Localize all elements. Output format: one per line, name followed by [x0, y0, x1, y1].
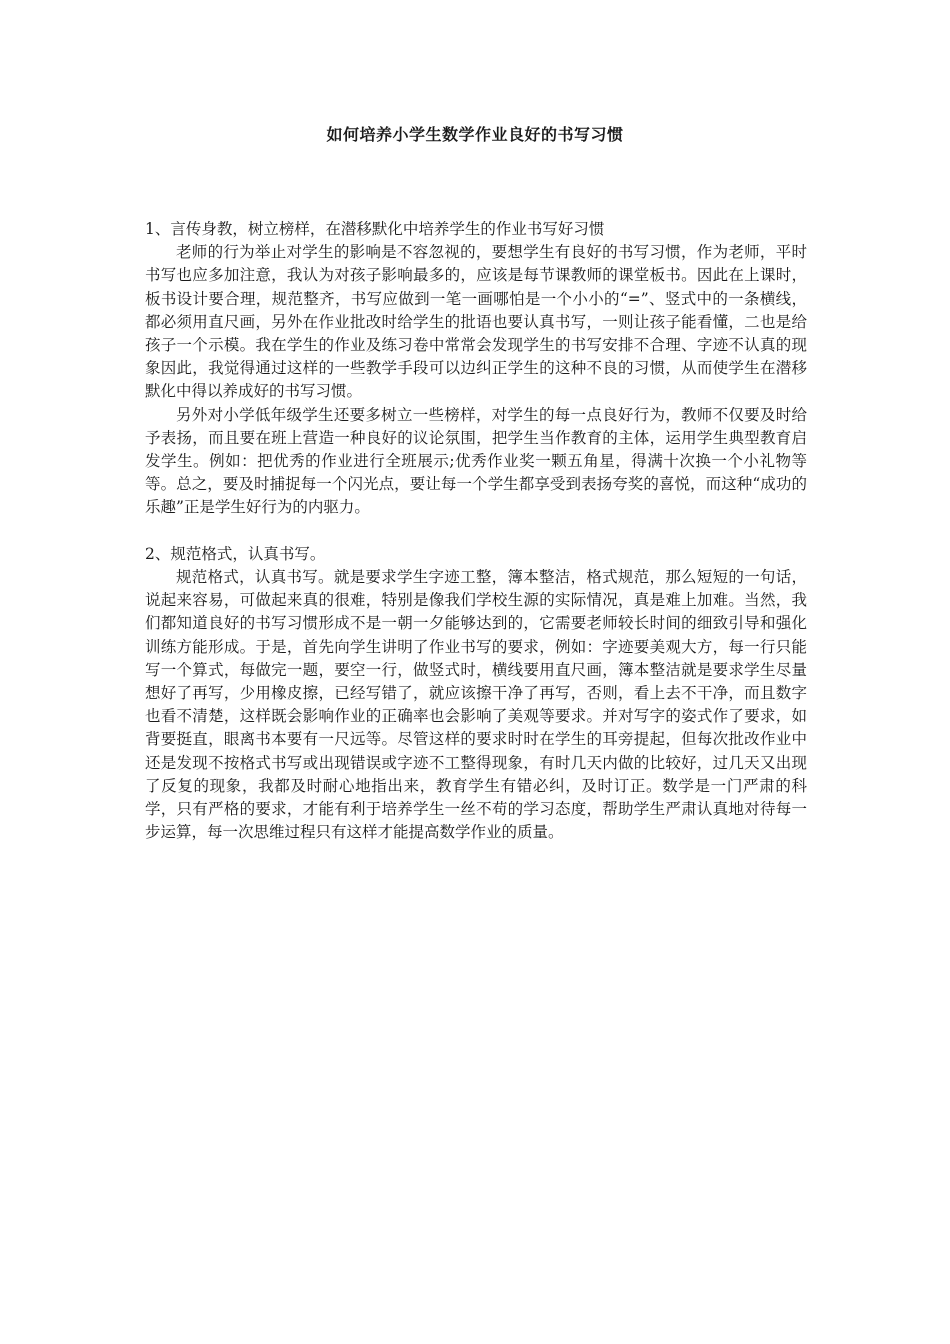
section-spacer: [145, 520, 807, 543]
document-title: 如何培养小学生数学作业良好的书写习惯: [326, 125, 624, 144]
document-body: [145, 218, 807, 844]
section-2-paragraph-1: 规范格式，认真书写。就是要求学生字迹工整，簿本整洁，格式规范，那么短短的一句话，说起来容易，可做起来真的很难，特别是像我们学校生源的实际情况，真是难上加难。当然，我们都知道良好的书写习惯形成不是一朝一夕能够达到的，它需要老师较长时间的细致引导和强化训练方能形成。于是，首先向学生讲明了作业书写的要求，例如：字迹要美观大方，每一行只能写一个算式，每做完一题，要空一行，做竖式时，横线要用直尺画，簿本整洁就是要求学生尽量想好了再写，少用橡皮擦，已经写错了，就应该擦干净了再写，否则，看上去不干净，而且数字也看不清楚，这样既会影响作业的正确率也会影响了美观等要求。并对写字的姿式作了要求，如背要挺直，眼离书本要有一尺远等。尽管这样的要求时时在学生的耳旁提起，但每次批改作业中还是发现不按格式书写或出现错误或字迹不工整得现象，有时几天内做的比较好，过几天又出现了反复的现象，我都及时耐心地指出来，教育学生有错必纠，及时订正。数学是一门严肃的科学，只有严格的要求，才能有利于培养学生一丝不苟的学习态度，帮助学生严肃认真地对待每一步运算，每一次思维过程只有这样才能提高数学作业的质量。: [145, 568, 807, 842]
section-1-paragraph-2: 另外对小学低年级学生还要多树立一些榜样，对学生的每一点良好行为，教师不仅要及时给予表扬，而且要在班上营造一种良好的议论氛围，把学生当作教育的主体，运用学生典型教育启发学生。例如：把优秀的作业进行全班展示;优秀作业奖一颗五角星，得满十次换一个小礼物等等。总之，要及时捕捉每一个闪光点，要让每一个学生都享受到表扬夸奖的喜悦，而这种“成功的乐趣”正是学生好行为的内驱力。: [145, 405, 807, 517]
section-1-heading: 1、言传身教，树立榜样，在潜移默化中培养学生的作业书写好习惯: [145, 220, 605, 238]
section-1-paragraph-1: 老师的行为举止对学生的影响是不容忽视的，要想学生有良好的书写习惯，作为老师，平时书写也应多加注意，我认为对孩子影响最多的，应该是每节课教师的课堂板书。因此在上课时，板书设计要合理，规范整齐，书写应做到一笔一画哪怕是一个小小的“=”、竖式中的一条横线，都必须用直尺画，另外在作业批改时给学生的批语也要认真书写，一则让孩子能看懂，二也是给孩子一个示模。我在学生的作业及练习卷中常常会发现学生的书写安排不合理、字迹不认真的现象因此，我觉得通过这样的一些教学手段可以边纠正学生的这种不良的习惯，从而使学生在潜移默化中得以养成好的书写习惯。: [145, 243, 807, 401]
section-2-heading: 2、规范格式，认真书写。: [145, 544, 326, 563]
